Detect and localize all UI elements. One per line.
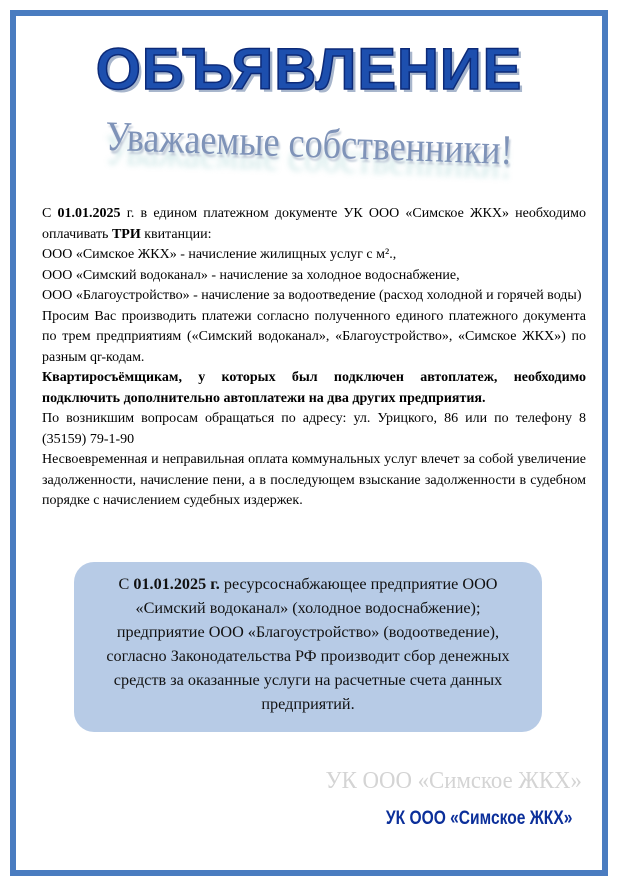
page-title: ОБЪЯВЛЕНИЕ xyxy=(95,37,523,102)
intro-suffix: квитанции: xyxy=(140,226,212,242)
signature-shadow: УК ООО «Симское ЖКХ» xyxy=(325,768,582,794)
paragraph-water: ООО «Симский водоканал» - начисление за холодное водоснабжение, xyxy=(42,267,460,283)
paragraph-drainage: ООО «Благоустройство» - начисление за водоотведение (расход холодной и горячей воды) xyxy=(42,288,582,303)
intro-middle: г. в едином платежном документе УК ООО «Симское ЖКХ» необходимо оплачивать xyxy=(42,206,586,242)
notice-prefix: С xyxy=(118,575,134,593)
intro-prefix: С xyxy=(42,206,58,221)
page-subtitle: Уважаемые собственники! xyxy=(104,113,514,175)
intro-count: ТРИ xyxy=(111,226,141,242)
autopay-text: Квартиросъёмщикам, у которых был подключен автоплатеж, необходимо подключить дополнительно автоплатежи на два других предприятия. xyxy=(42,370,586,406)
intro-date: 01.01.2025 xyxy=(57,206,121,221)
signature: УК ООО «Симское ЖКХ» xyxy=(385,808,572,829)
paragraph-warning: Несвоевременная и неправильная оплата коммунальных услуг влечет за собой увеличение задолженности, начисление пени, а в последующем взыскание задолженности в судебном порядке с начислением судебных издержек. xyxy=(42,452,586,508)
notice-text: ресурсоснабжающее предприятие ООО «Симский водоканал» (холодное водоснабжение); предприятие ООО «Благоустройство» (водоотведение), согласно Законодательства РФ производит сбор денежных средств за оказанные услуги на расчетные счета данных предприятий. xyxy=(106,575,510,713)
paragraph-payment-request: Просим Вас производить платежи согласно полученного единого платежного документа по трем предприятиям («Симский водоканал», «Благоустройство», «Симское ЖКХ») по разным qr-кодам. xyxy=(42,308,586,365)
paragraph-autopay xyxy=(42,368,586,409)
paragraph-intro xyxy=(42,204,586,245)
announcement-text xyxy=(42,204,586,512)
notice-box xyxy=(74,562,542,732)
paragraph-housing: ООО «Симское ЖКХ» - начисление жилищных услуг с м²., xyxy=(42,247,397,262)
paragraph-contacts: По возникшим вопросам обращаться по адресу: ул. Урицкого, 86 или по телефону 8 (35159) 79-1-90 xyxy=(42,411,586,447)
notice-date: 01.01.2025 г. xyxy=(133,575,220,593)
